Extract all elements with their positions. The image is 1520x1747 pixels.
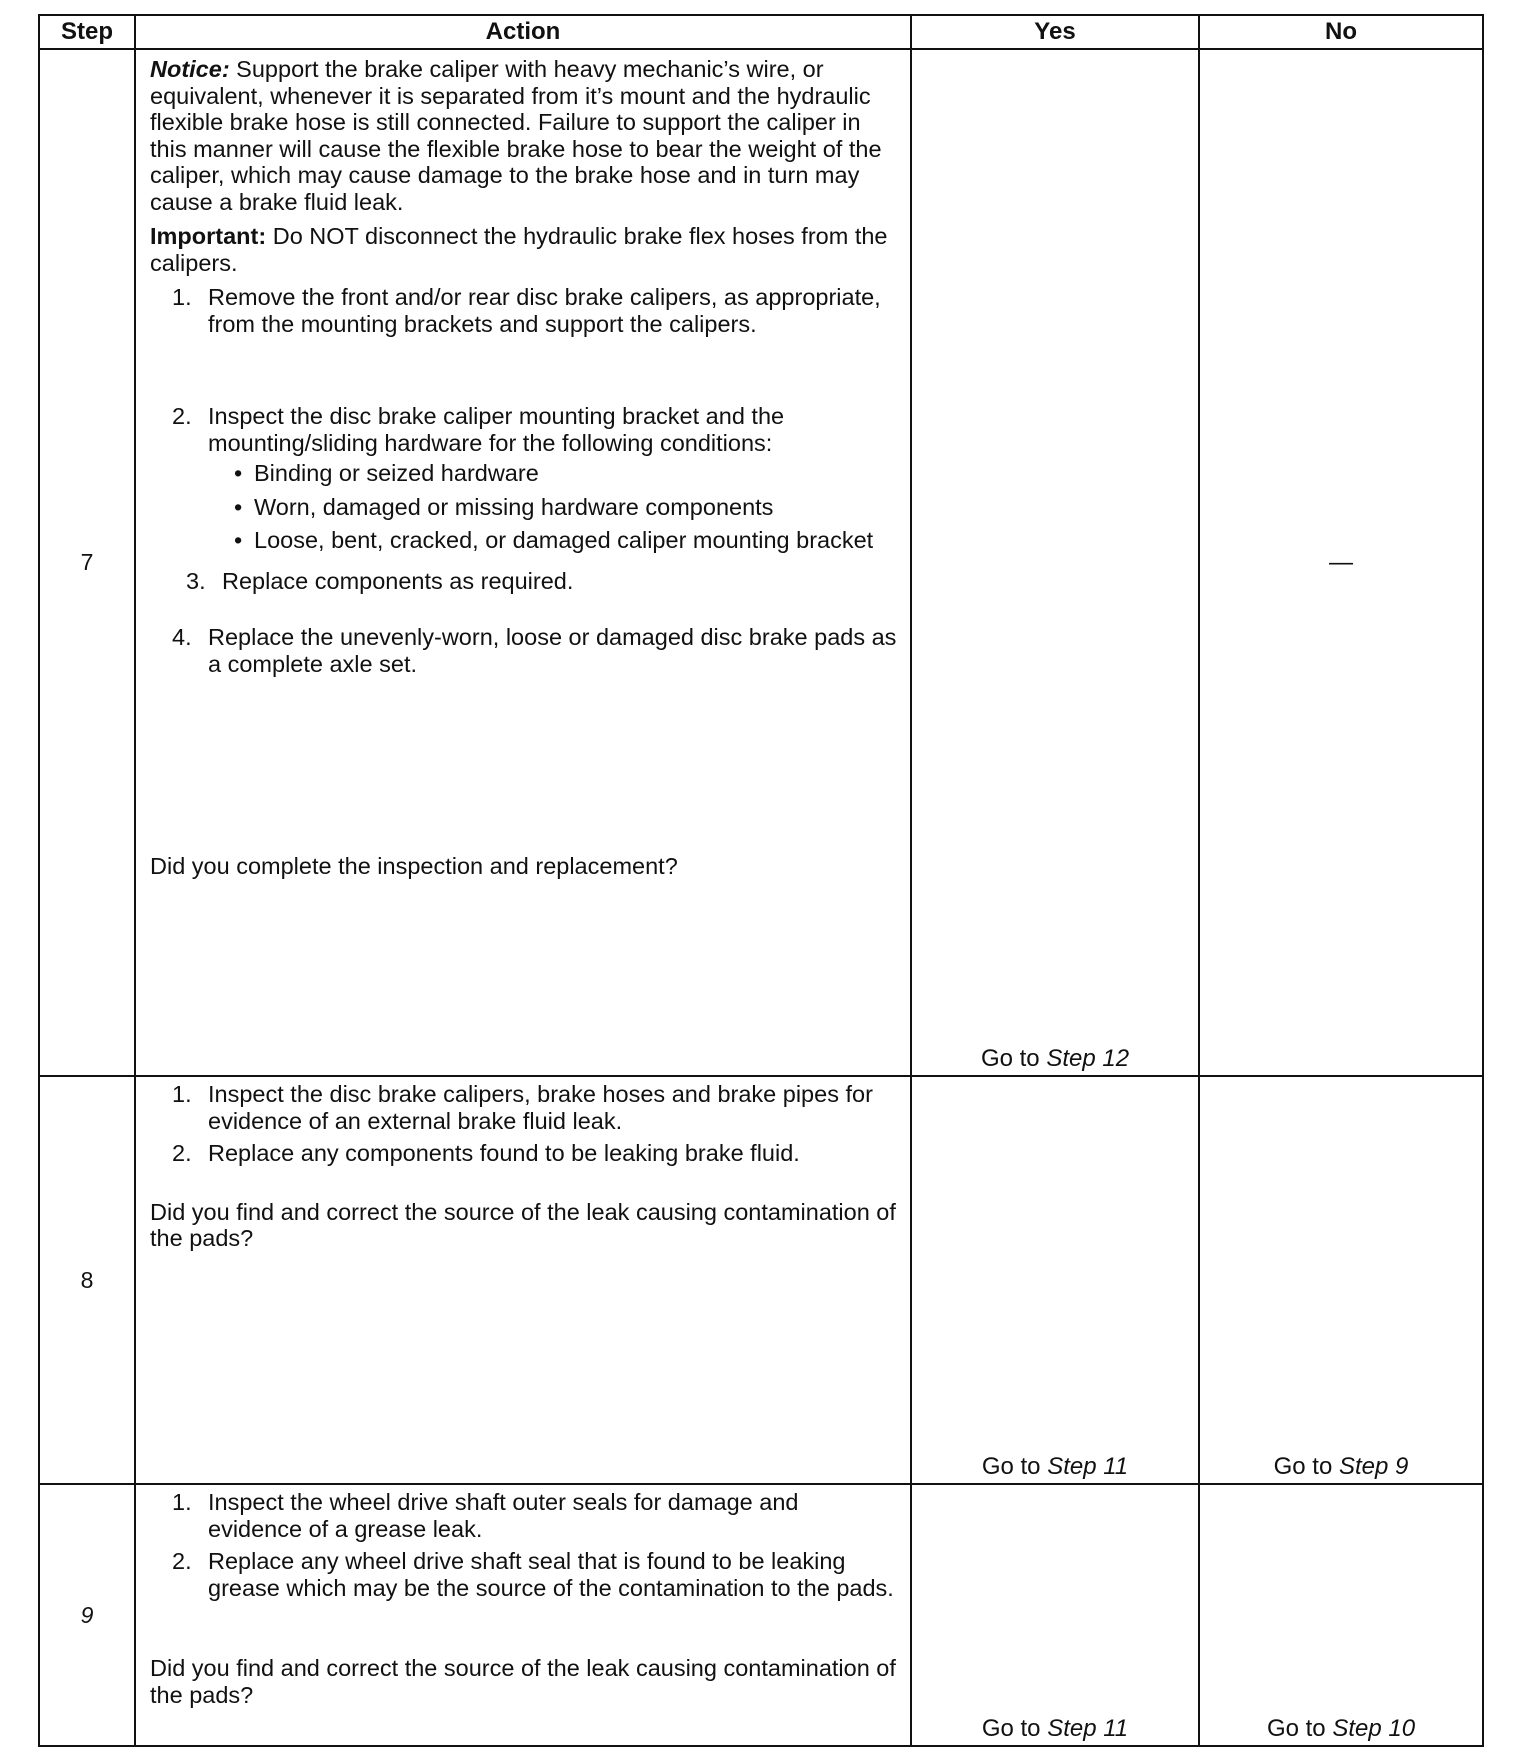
header-action: Action xyxy=(135,15,911,49)
list-item xyxy=(150,1548,898,1601)
step-number: 8 xyxy=(39,1076,135,1484)
important-label: Important: xyxy=(150,223,267,249)
diagnostic-table xyxy=(38,14,1484,1747)
important-paragraph xyxy=(150,223,898,276)
yes-prefix: Go to xyxy=(981,1453,1048,1480)
important-text: Do NOT disconnect the hydraulic brake flex hoses from the calipers. xyxy=(150,223,888,276)
procedure-list xyxy=(150,1081,898,1167)
yes-cell xyxy=(911,1484,1199,1746)
yes-step-link[interactable]: Step 11 xyxy=(1047,1453,1129,1480)
list-item-number: 2. xyxy=(172,1548,192,1574)
list-item xyxy=(150,624,898,677)
list-item xyxy=(150,284,898,337)
list-item xyxy=(150,1489,898,1542)
yes-step-link[interactable]: Step 12 xyxy=(1046,1045,1130,1072)
list-item-number: 1. xyxy=(172,284,192,310)
procedure-list xyxy=(150,1489,898,1601)
list-item-text: Replace the unevenly-worn, loose or damaged disc brake pads as a complete axle set. xyxy=(208,624,897,677)
step-number: 7 xyxy=(39,49,135,1076)
procedure-list xyxy=(150,284,898,677)
no-cell xyxy=(1199,1484,1483,1746)
question-text: Did you find and correct the source of the leak causing contamination of the pads? xyxy=(150,1198,896,1251)
list-item-text: Replace any wheel drive shaft seal that is found to be leaking grease which may be the source of the contamination to the pads. xyxy=(208,1548,894,1601)
yes-prefix: Go to xyxy=(980,1045,1047,1072)
list-item-number: 2. xyxy=(172,1140,192,1166)
header-yes: Yes xyxy=(911,15,1199,49)
notice-label: Notice: xyxy=(150,56,230,82)
list-item-number: 3. xyxy=(186,567,206,594)
table-row-step-9 xyxy=(39,1484,1483,1746)
condition-item: • Worn, damaged or missing hardware components xyxy=(208,494,898,521)
list-item-number: 2. xyxy=(172,403,192,429)
yes-cell xyxy=(911,1076,1199,1484)
list-item-text: Replace components as required. xyxy=(222,567,574,594)
condition-item: • Loose, bent, cracked, or damaged caliper mounting bracket xyxy=(208,527,898,554)
list-item-number: 1. xyxy=(172,1489,192,1515)
list-item-text: Remove the front and/or rear disc brake calipers, as appropriate, from the mounting brackets and support the calipers. xyxy=(208,284,881,337)
step-number: 9 xyxy=(39,1484,135,1746)
yes-prefix: Go to xyxy=(981,1715,1048,1742)
no-cell xyxy=(1199,1076,1483,1484)
no-cell: — xyxy=(1199,49,1483,1076)
list-item xyxy=(150,1140,898,1167)
header-step: Step xyxy=(39,15,135,49)
action-cell xyxy=(135,1484,911,1746)
list-item-text: Replace any components found to be leaking brake fluid. xyxy=(208,1140,800,1166)
table-row-step-8 xyxy=(39,1076,1483,1484)
list-item xyxy=(150,568,898,595)
header-row xyxy=(39,15,1483,49)
no-step-link[interactable]: Step 10 xyxy=(1332,1715,1416,1742)
header-no: No xyxy=(1199,15,1483,49)
table-row-step-7 xyxy=(39,49,1483,1076)
no-step-link[interactable]: Step 9 xyxy=(1338,1453,1409,1480)
list-item-text: Inspect the disc brake caliper mounting bracket and the mounting/sliding hardware for the following conditions: xyxy=(208,403,785,456)
list-item-number: 4. xyxy=(172,624,192,650)
no-prefix: Go to xyxy=(1266,1715,1333,1742)
question-text: Did you find and correct the source of the leak causing contamination of the pads? xyxy=(150,1655,896,1708)
conditions-list xyxy=(208,460,898,554)
yes-step-link[interactable]: Step 11 xyxy=(1047,1715,1129,1742)
condition-item: • Binding or seized hardware xyxy=(208,460,898,487)
list-item xyxy=(150,403,898,554)
notice-text: Support the brake caliper with heavy mechanic’s wire, or equivalent, whenever it is separated from it’s mount and the hydraulic flexible brake hose is still connected. Failure to support the caliper in this manner will cause the flexible brake hose to bear the weight of the caliper, which may cause damage to the brake hose and in turn may cause a brake fluid leak. xyxy=(150,56,882,215)
action-cell xyxy=(135,1076,911,1484)
list-item-text: Inspect the wheel drive shaft outer seals for damage and evidence of a grease leak. xyxy=(208,1489,799,1542)
action-cell xyxy=(135,49,911,1076)
list-item-number: 1. xyxy=(172,1081,192,1107)
list-item xyxy=(150,1081,898,1134)
notice-paragraph xyxy=(150,56,898,215)
no-prefix: Go to xyxy=(1273,1453,1339,1480)
list-item-text: Inspect the disc brake calipers, brake hoses and brake pipes for evidence of an external brake fluid leak. xyxy=(208,1081,873,1134)
question-text: Did you complete the inspection and replacement? xyxy=(150,853,678,879)
yes-cell xyxy=(911,49,1199,1076)
